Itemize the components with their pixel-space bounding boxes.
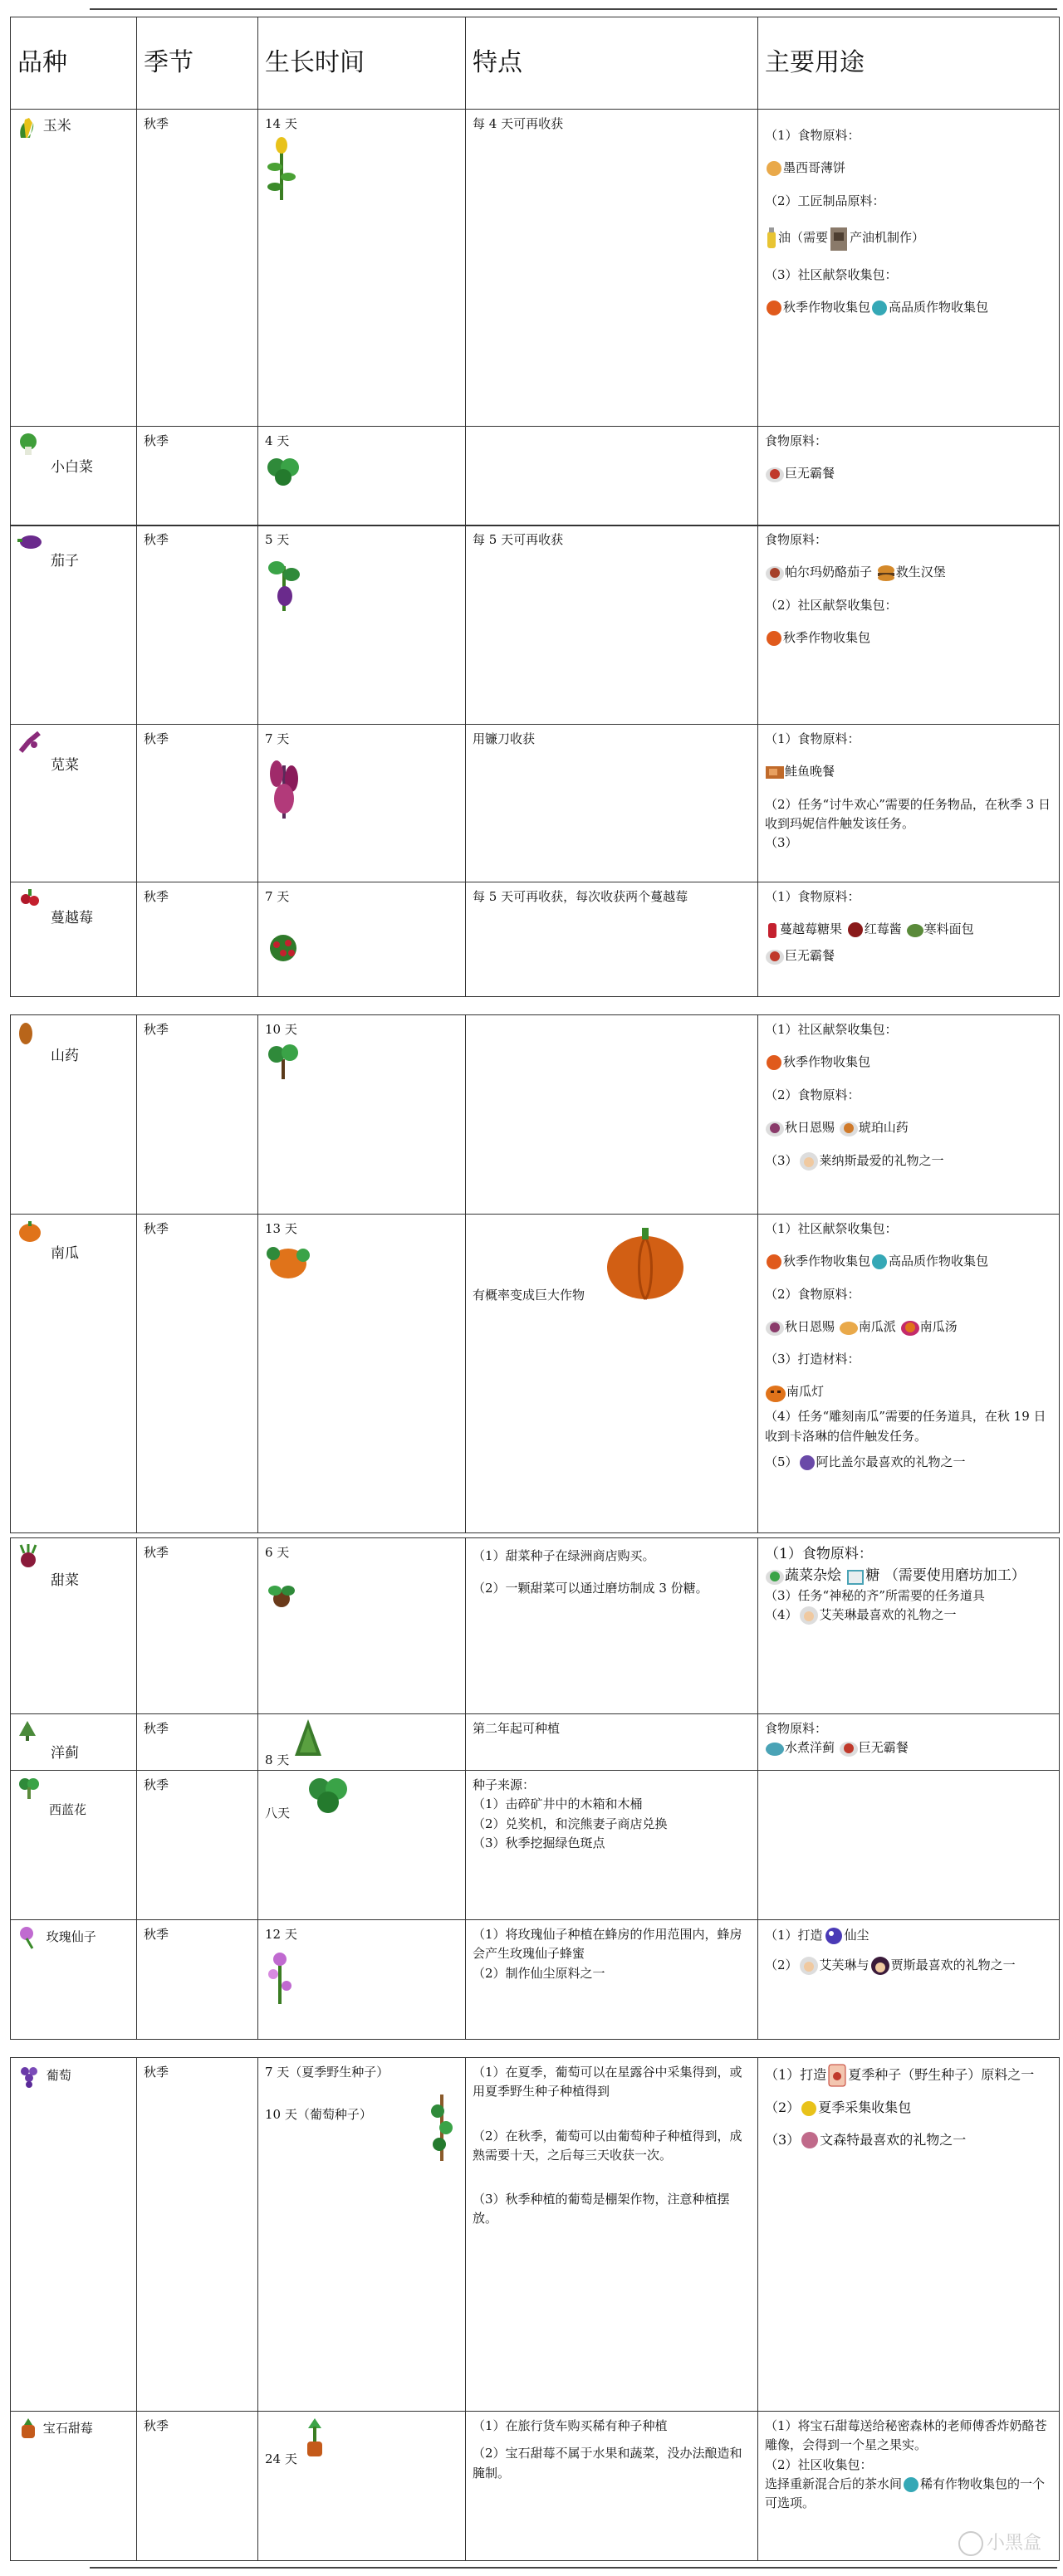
use-cell: [758, 110, 1060, 427]
use-item: 高品质作物收集包: [889, 1254, 989, 1269]
growth-time: 7 天: [265, 731, 290, 746]
use-line: （2）食物原料：: [765, 1286, 860, 1302]
watermark-text: 小黑盒: [986, 2533, 1041, 2554]
crop-name: 山药: [51, 1048, 79, 1064]
feature-cell: 每 5 天可再收获，每次收获两个蔓越莓: [466, 882, 758, 997]
use-line: （1）打造: [765, 2066, 827, 2083]
vincent-portrait-icon: [800, 2130, 820, 2150]
use-line: （2）食物原料：: [765, 1087, 860, 1102]
watermark: [958, 2529, 1041, 2556]
crop-name: 茄子: [51, 553, 79, 569]
autumn-bounty-icon: [765, 1318, 785, 1337]
growth-time: 12 天: [265, 1927, 297, 1942]
use-line: （1）食物原料：: [765, 731, 860, 746]
use-line: （1）将宝石甜莓送给秘密森林的老师傅香炸奶酪苍雕像，会得到一个星之果实。: [765, 2418, 1047, 2453]
quality-bundle-icon: [870, 299, 889, 317]
time-cell: [258, 1215, 466, 1533]
crop-name: 苋菜: [51, 757, 79, 774]
growth-time: 10 天: [265, 1022, 297, 1037]
table-row: [11, 110, 1060, 427]
growth-time: 8 天: [265, 1752, 290, 1767]
corn-icon: [17, 115, 39, 139]
use-item: 秋季作物收集包: [783, 1254, 871, 1269]
crop-name-cell: [11, 1215, 137, 1533]
feature-cell: 每 4 天可再收获: [466, 110, 758, 427]
use-line: （1）食物原料：: [765, 889, 860, 904]
feature-cell: [466, 1771, 758, 1920]
cranberry-icon: [17, 887, 42, 907]
time-cell: [258, 110, 466, 427]
oil-maker-icon: [828, 224, 850, 252]
use-item: 秋日恩赐: [785, 1119, 835, 1135]
fall-bundle-icon: [765, 299, 783, 317]
growth-time: 14 天: [265, 116, 297, 131]
use-item: 帕尔玛奶酪茄子: [785, 565, 873, 580]
use-line: （3）: [765, 1153, 798, 1168]
feature-cell: [466, 2058, 758, 2412]
use-cell: [758, 1714, 1060, 1771]
use-cell: [758, 1015, 1060, 1215]
crop-name: 蔓越莓: [51, 910, 93, 926]
growth-time: 6 天: [265, 1545, 290, 1560]
feature-cell: 用镰刀收获: [466, 725, 758, 882]
amaranth-icon: [17, 730, 42, 755]
feature-cell: [466, 1538, 758, 1714]
feature-cell: [466, 427, 758, 526]
crop-name: 玫瑰仙子: [46, 1929, 96, 1944]
use-item: 红莓酱: [864, 921, 902, 937]
quality-bundle-icon: [870, 1253, 889, 1271]
use-cell: [758, 1920, 1060, 2040]
sugar-icon: [845, 1567, 865, 1586]
growth-time: 八天: [265, 1806, 291, 1821]
fairy-rose-plant-icon: [265, 1949, 458, 2010]
use-item: 鲑鱼晚餐: [785, 764, 835, 780]
use-line: （2）任务“讨牛欢心”需要的任务物品，在秋季 3 日收到玛妮信件触发该任务。: [765, 796, 1051, 831]
use-line: （4）任务“雕刻南瓜”需要的任务道具，在秋 19 日收到卡洛琳的信件触发任务。: [765, 1409, 1046, 1444]
eggplant-icon: [17, 530, 42, 550]
use-item: 艾芙琳最喜欢的礼物之一: [819, 1607, 957, 1623]
crop-name-cell: [11, 427, 137, 526]
use-cell: [758, 882, 1060, 997]
use-line: 选择重新混合后的茶水间: [765, 2476, 903, 2491]
use-line: （4）: [765, 1607, 798, 1623]
cranberry-plant-icon: [265, 931, 458, 970]
time-cell: [258, 525, 466, 725]
artichoke-icon: [17, 1719, 37, 1743]
use-item: 救生汉堡: [895, 565, 946, 580]
giant-pumpkin-icon: [604, 1223, 687, 1303]
crop-name-cell: [11, 2412, 137, 2561]
time-cell: [258, 1920, 466, 2040]
pumpkin-icon: [17, 1220, 42, 1243]
top-rule: [90, 8, 1057, 10]
use-item: 阿比盖尔最喜欢的礼物之一: [816, 1454, 966, 1469]
use-line: （3）社区献祭收集包：: [765, 266, 898, 282]
crop-name: 南瓜: [51, 1245, 79, 1262]
feature-line: （1）甜菜种子在绿洲商店购买。: [473, 1548, 655, 1563]
broccoli-icon: [17, 1776, 41, 1801]
pumpkin-soup-icon: [900, 1318, 920, 1337]
use-item: 蔓越莓糖果: [780, 921, 843, 937]
jack-o-lantern-icon: [765, 1382, 786, 1402]
fall-bundle-icon: [765, 1253, 783, 1271]
use-cell: [758, 1771, 1060, 1920]
vegetable-medley-icon: [765, 1567, 785, 1586]
feature-cell: [466, 1015, 758, 1215]
fall-bundle-icon: [765, 1053, 783, 1072]
oil-icon: [765, 227, 778, 250]
use-line: （1）食物原料：: [765, 1546, 873, 1562]
use-item: 水煮洋蓟: [785, 1740, 835, 1756]
season-cell: 秋季: [137, 1920, 258, 2040]
use-line: 食物原料：: [765, 433, 828, 448]
time-cell: [258, 1538, 466, 1714]
season-cell: 秋季: [137, 525, 258, 725]
table-row: [11, 725, 1060, 882]
season-cell: 秋季: [137, 1714, 258, 1771]
summer-foraging-bundle-icon: [800, 2099, 818, 2118]
use-line: （2）: [765, 2099, 801, 2115]
table-row: [11, 1771, 1060, 1920]
stuffing-icon: [906, 921, 924, 939]
use-item: 南瓜汤: [919, 1318, 958, 1334]
crop-table-4: [10, 1537, 1060, 2040]
beet-icon: [17, 1543, 39, 1570]
crop-name: 甜菜: [51, 1572, 79, 1589]
broccoli-plant-icon: [306, 1774, 350, 1824]
feature-cell: 第二年起可种植: [466, 1714, 758, 1771]
rare-crops-bundle-icon: [902, 2476, 920, 2494]
cranberry-candy-icon: [765, 920, 780, 940]
season-cell: 秋季: [137, 110, 258, 427]
use-cell: [758, 525, 1060, 725]
growth-time: 7 天（夏季野生种子）: [265, 2065, 389, 2080]
use-line: （3）任务“神秘的齐”所需要的任务道具: [765, 1587, 985, 1603]
table-row: [11, 2058, 1060, 2412]
summer-seeds-icon: [826, 2063, 848, 2088]
table-row: [11, 1920, 1060, 2040]
header-time: 生长时间: [258, 17, 466, 110]
artichoke-plant-icon: [291, 1716, 325, 1766]
use-item: 秋季作物收集包: [783, 1054, 871, 1070]
feature-line: （3）秋季种植的葡萄是棚架作物，注意种植摆放。: [473, 2192, 730, 2227]
jas-portrait-icon: [870, 1955, 891, 1977]
use-item: 巨无霸餐: [858, 1740, 909, 1756]
use-item: 琥珀山药: [858, 1119, 909, 1135]
glazed-yams-icon: [839, 1119, 859, 1137]
use-item: 南瓜灯: [786, 1384, 825, 1400]
use-item: 贾斯最喜欢的礼物之一: [890, 1958, 1016, 1972]
header-feature: 特点: [466, 17, 758, 110]
beet-plant-icon: [265, 1581, 458, 1615]
use-cell: [758, 427, 1060, 526]
use-item: 秋季作物收集包: [783, 629, 871, 645]
use-line: （5）: [765, 1454, 798, 1469]
eggplant-parmesan-icon: [765, 564, 785, 582]
season-cell: 秋季: [137, 1015, 258, 1215]
time-cell: [258, 725, 466, 882]
growth-time: 4 天: [265, 433, 290, 448]
crop-name-cell: [11, 110, 137, 427]
use-line: （1）社区献祭收集包：: [765, 1221, 898, 1236]
use-line: 食物原料：: [765, 1721, 828, 1736]
feature-text: 有概率变成巨大作物: [473, 1288, 585, 1303]
feature-cell: [466, 1215, 758, 1533]
evelyn-portrait-icon: [798, 1605, 820, 1626]
super-meal-icon: [765, 465, 785, 483]
use-cell: [758, 1538, 1060, 1714]
table-header-row: [11, 17, 1060, 110]
grape-icon: [17, 2063, 42, 2090]
amaranth-plant-icon: [265, 749, 458, 826]
evelyn-portrait-icon: [798, 1955, 820, 1977]
use-item: 稀有作物收集包的一个可选项。: [765, 2476, 1046, 2510]
use-item: 高品质作物收集包: [889, 300, 989, 315]
time-cell: [258, 2058, 466, 2412]
feature-line: （3）秋季挖掘绿色斑点: [473, 1835, 605, 1850]
use-item: 寒料面包: [923, 921, 974, 937]
use-item: 艾芙琳与: [819, 1958, 870, 1972]
table-row: [11, 1714, 1060, 1771]
feature-line: （1）在旅行货车购买稀有种子种植: [473, 2418, 668, 2433]
use-cell: [758, 1215, 1060, 1533]
linus-portrait-icon: [798, 1151, 820, 1172]
crop-name: 洋蓟: [51, 1745, 79, 1762]
season-cell: 秋季: [137, 427, 258, 526]
feature-line: （2）制作仙尘原料之一: [473, 1965, 605, 1981]
growth-time: 24 天: [265, 2451, 297, 2466]
use-item: 墨西哥薄饼: [783, 160, 846, 176]
use-item: 糖: [865, 1567, 880, 1585]
time-cell: [258, 1714, 466, 1771]
use-line: （2）社区收集包：: [765, 2456, 873, 2472]
bok-choy-icon: [17, 432, 39, 457]
survival-burger-icon: [876, 564, 896, 582]
crop-name: 玉米: [42, 118, 71, 134]
crop-name-cell: [11, 1538, 137, 1714]
yam-icon: [17, 1020, 34, 1045]
table-row: [11, 525, 1060, 725]
table-row: [11, 1538, 1060, 1714]
crop-name-cell: [11, 2058, 137, 2412]
bottom-rule: [90, 2567, 1057, 2569]
fairy-rose-icon: [17, 1925, 42, 1950]
season-cell: 秋季: [137, 2412, 258, 2561]
super-meal-icon: [765, 947, 785, 965]
crop-name-cell: [11, 1714, 137, 1771]
table-row: [11, 1215, 1060, 1533]
sweet-gem-berry-plant-icon: [301, 2417, 328, 2460]
pumpkin-plant-icon: [265, 1239, 458, 1288]
use-item: 夏季种子（野生种子）原料之一: [848, 2066, 1035, 2083]
feature-line: 种子来源：: [473, 1777, 536, 1792]
growth-time: 13 天: [265, 1221, 297, 1236]
feature-cell: [466, 1920, 758, 2040]
artichoke-dip-icon: [765, 1739, 785, 1757]
pumpkin-pie-icon: [839, 1318, 859, 1337]
time-cell: [258, 427, 466, 526]
feature-line: （2）兑奖机，和浣熊妻子商店兑换: [473, 1816, 668, 1831]
yam-plant-icon: [265, 1039, 458, 1087]
use-line: （3）打造材料：: [765, 1352, 860, 1366]
use-item: 巨无霸餐: [785, 948, 835, 964]
season-cell: 秋季: [137, 1538, 258, 1714]
feature-line: （2）在秋季，葡萄可以由葡萄种子种植得到，成熟需要十天，之后每三天收获一次。: [473, 2128, 742, 2163]
super-meal-icon: [839, 1739, 859, 1757]
season-cell: 秋季: [137, 725, 258, 882]
use-line: （3）: [765, 835, 798, 850]
time-cell: [258, 882, 466, 997]
time-cell: [258, 1771, 466, 1920]
crop-name: 葡萄: [46, 2068, 71, 2083]
grape-trellis-icon: [429, 2095, 454, 2161]
corn-plant-icon: [265, 134, 458, 206]
header-variety: 品种: [11, 17, 137, 110]
use-line: （1）食物原料：: [765, 128, 860, 143]
use-cell: [758, 2058, 1060, 2412]
feature-line: （1）击碎矿井中的木箱和木桶: [473, 1796, 643, 1812]
use-item: 莱纳斯最爱的礼物之一: [819, 1153, 944, 1168]
use-line: （1）社区献祭收集包：: [765, 1022, 898, 1037]
use-line: （1）打造: [765, 1928, 823, 1943]
crop-name-cell: [11, 1920, 137, 2040]
growth-time: 5 天: [265, 532, 290, 547]
season-cell: 秋季: [137, 1215, 258, 1533]
crop-name-cell: [11, 882, 137, 997]
use-item: 产油机制作）: [850, 229, 925, 245]
use-item: 南瓜派: [858, 1318, 896, 1334]
feature-cell: 每 5 天可再收获: [466, 525, 758, 725]
crop-name: 小白菜: [51, 459, 93, 476]
crop-table-2: [10, 525, 1060, 997]
header-season: 季节: [137, 17, 258, 110]
table-row: [11, 1015, 1060, 1215]
use-item: 蔬菜杂烩: [785, 1567, 841, 1585]
eggplant-plant-icon: [265, 550, 458, 618]
cranberry-sauce-icon: [846, 921, 865, 939]
table-row: [11, 882, 1060, 997]
season-cell: 秋季: [137, 1771, 258, 1920]
use-line: 食物原料：: [765, 532, 828, 547]
crop-name-cell: [11, 525, 137, 725]
bok-choy-plant-icon: [265, 451, 458, 493]
crop-table-1: [10, 17, 1060, 526]
use-line: （2）工匠制品原料：: [765, 193, 885, 208]
abigail-portrait-icon: [798, 1454, 816, 1472]
crop-table-5: [10, 2057, 1060, 2561]
feature-cell: [466, 2412, 758, 2561]
sweet-gem-berry-icon: [17, 2417, 39, 2442]
feature-line: （2）宝石甜莓不属于水果和蔬菜，没办法酿造和腌制。: [473, 2446, 742, 2481]
use-item: 秋季作物收集包: [783, 300, 871, 315]
feature-line: （1）在夏季，葡萄可以在星露谷中采集得到，或用夏季野生种子种植得到: [473, 2065, 742, 2099]
crop-table-3: [10, 1014, 1060, 1533]
fall-bundle-icon: [765, 629, 783, 648]
use-item: 文森特最喜欢的礼物之一: [820, 2131, 967, 2148]
use-line: （3）: [765, 2131, 801, 2148]
use-item: 夏季采集收集包: [818, 2099, 912, 2115]
use-item: 仙尘: [844, 1928, 870, 1943]
use-cell: [758, 725, 1060, 882]
crop-name-cell: [11, 1771, 137, 1920]
use-item: （需要使用磨坊加工）: [884, 1567, 1026, 1585]
crop-name-cell: [11, 725, 137, 882]
feature-line: （1）将玫瑰仙子种植在蜂房的作用范围内，蜂房会产生玫瑰仙子蜂蜜: [473, 1927, 742, 1962]
feature-line: （2）一颗甜菜可以通过磨坊制成 3 份糖。: [473, 1581, 708, 1596]
salmon-dinner-icon: [765, 764, 785, 780]
crop-name: 西蓝花: [49, 1802, 87, 1817]
use-item: 巨无霸餐: [785, 466, 835, 481]
use-item: 秋日恩赐: [785, 1318, 835, 1334]
fairy-dust-icon: [823, 1925, 845, 1947]
header-use: 主要用途: [758, 17, 1060, 110]
table-row: [11, 427, 1060, 526]
time-cell: [258, 2412, 466, 2561]
autumn-bounty-icon: [765, 1119, 785, 1137]
use-line: （2）: [765, 1958, 798, 1972]
growth-time-alt: 10 天（葡萄种子）: [265, 2107, 372, 2123]
season-cell: 秋季: [137, 2058, 258, 2412]
table-row: [11, 2412, 1060, 2561]
tortilla-icon: [765, 159, 783, 178]
use-line: （2）社区献祭收集包：: [765, 597, 898, 613]
use-item: 油（需要: [778, 229, 829, 245]
crop-name: 宝石甜莓: [42, 2421, 93, 2436]
season-cell: 秋季: [137, 882, 258, 997]
time-cell: [258, 1015, 466, 1215]
crop-name-cell: [11, 1015, 137, 1215]
watermark-logo-icon: [958, 2531, 983, 2556]
growth-time: 7 天: [265, 889, 290, 904]
